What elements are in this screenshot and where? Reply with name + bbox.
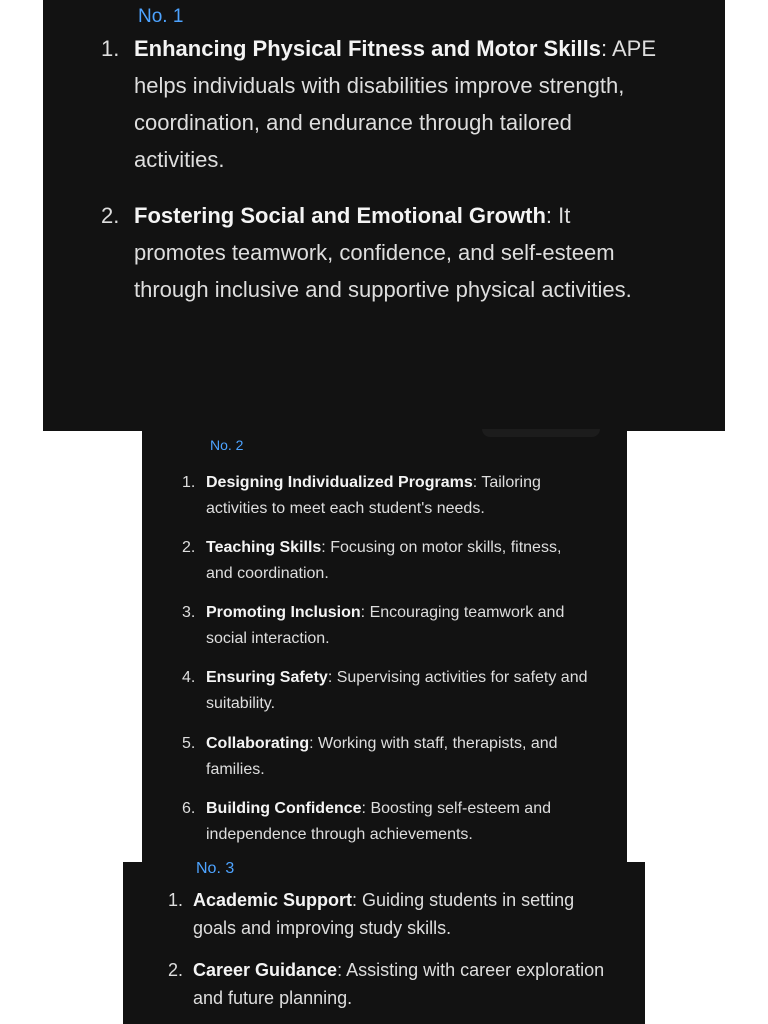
item-text [206,796,592,848]
list-item [101,197,661,308]
item-title: Building Confidence [206,800,362,817]
item-text [206,665,592,717]
list-item [182,796,592,848]
list-item [182,731,592,783]
item-number: 4. [182,669,196,686]
list-item [182,665,592,717]
panel-heading: No. 1 [138,6,184,27]
item-text [193,956,608,1012]
item-description: : Working with staff, therapists, and families. [206,735,558,778]
item-number: 1. [182,474,196,491]
top-edge-shape [482,429,600,437]
item-description: : Supervising activities for safety and suitability. [206,669,588,712]
item-number: 2. [168,960,184,980]
item-number: 5. [182,735,196,752]
item-text [206,470,592,522]
item-text [206,731,592,783]
item-number: 2. [101,203,120,228]
item-title: Academic Support [193,890,353,910]
item-number: 2. [182,539,196,556]
screenshot-panel-1 [43,0,725,431]
item-description: : Boosting self-esteem and independence through achievements. [206,800,551,843]
item-title: Fostering Social and Emotional Growth [134,203,546,228]
item-number: 6. [182,800,196,817]
list-item [168,956,608,1012]
list-item [182,535,592,587]
list-item [182,600,592,652]
item-text [206,535,592,587]
item-description: : Focusing on motor skills, fitness, and coordination. [206,539,562,582]
item-description: : Assisting with career exploration and future planning. [193,960,605,1008]
list-item [168,886,608,942]
item-number: 3. [182,604,196,621]
item-text [134,197,661,308]
item-title: Teaching Skills [206,539,322,556]
screenshot-panel-3 [123,862,645,1024]
item-number: 1. [168,890,184,910]
item-description: : APE helps individuals with disabilities improve strength, coordination, and endurance through tailored activities. [134,36,657,172]
item-text [206,600,592,652]
item-description: : Guiding students in setting goals and improving study skills. [193,890,575,938]
panel-heading: No. 3 [196,860,235,877]
item-description: : Tailoring activities to meet each student's needs. [206,474,541,517]
item-title: Designing Individualized Programs [206,474,473,491]
item-title: Collaborating [206,735,310,752]
list-item [101,30,661,178]
item-text [134,30,661,178]
item-description: : Encouraging teamwork and social interaction. [206,604,565,647]
item-title: Promoting Inclusion [206,604,361,621]
item-text [193,886,608,942]
item-description: : It promotes teamwork, confidence, and self-esteem through inclusive and supportive physical activities. [134,203,632,302]
panel-heading: No. 2 [210,437,244,453]
item-number: 1. [101,36,120,61]
screenshot-panel-2 [142,431,627,863]
item-title: Enhancing Physical Fitness and Motor Skills [134,36,601,61]
item-title: Career Guidance [193,960,338,980]
item-title: Ensuring Safety [206,669,328,686]
list-item [182,470,592,522]
